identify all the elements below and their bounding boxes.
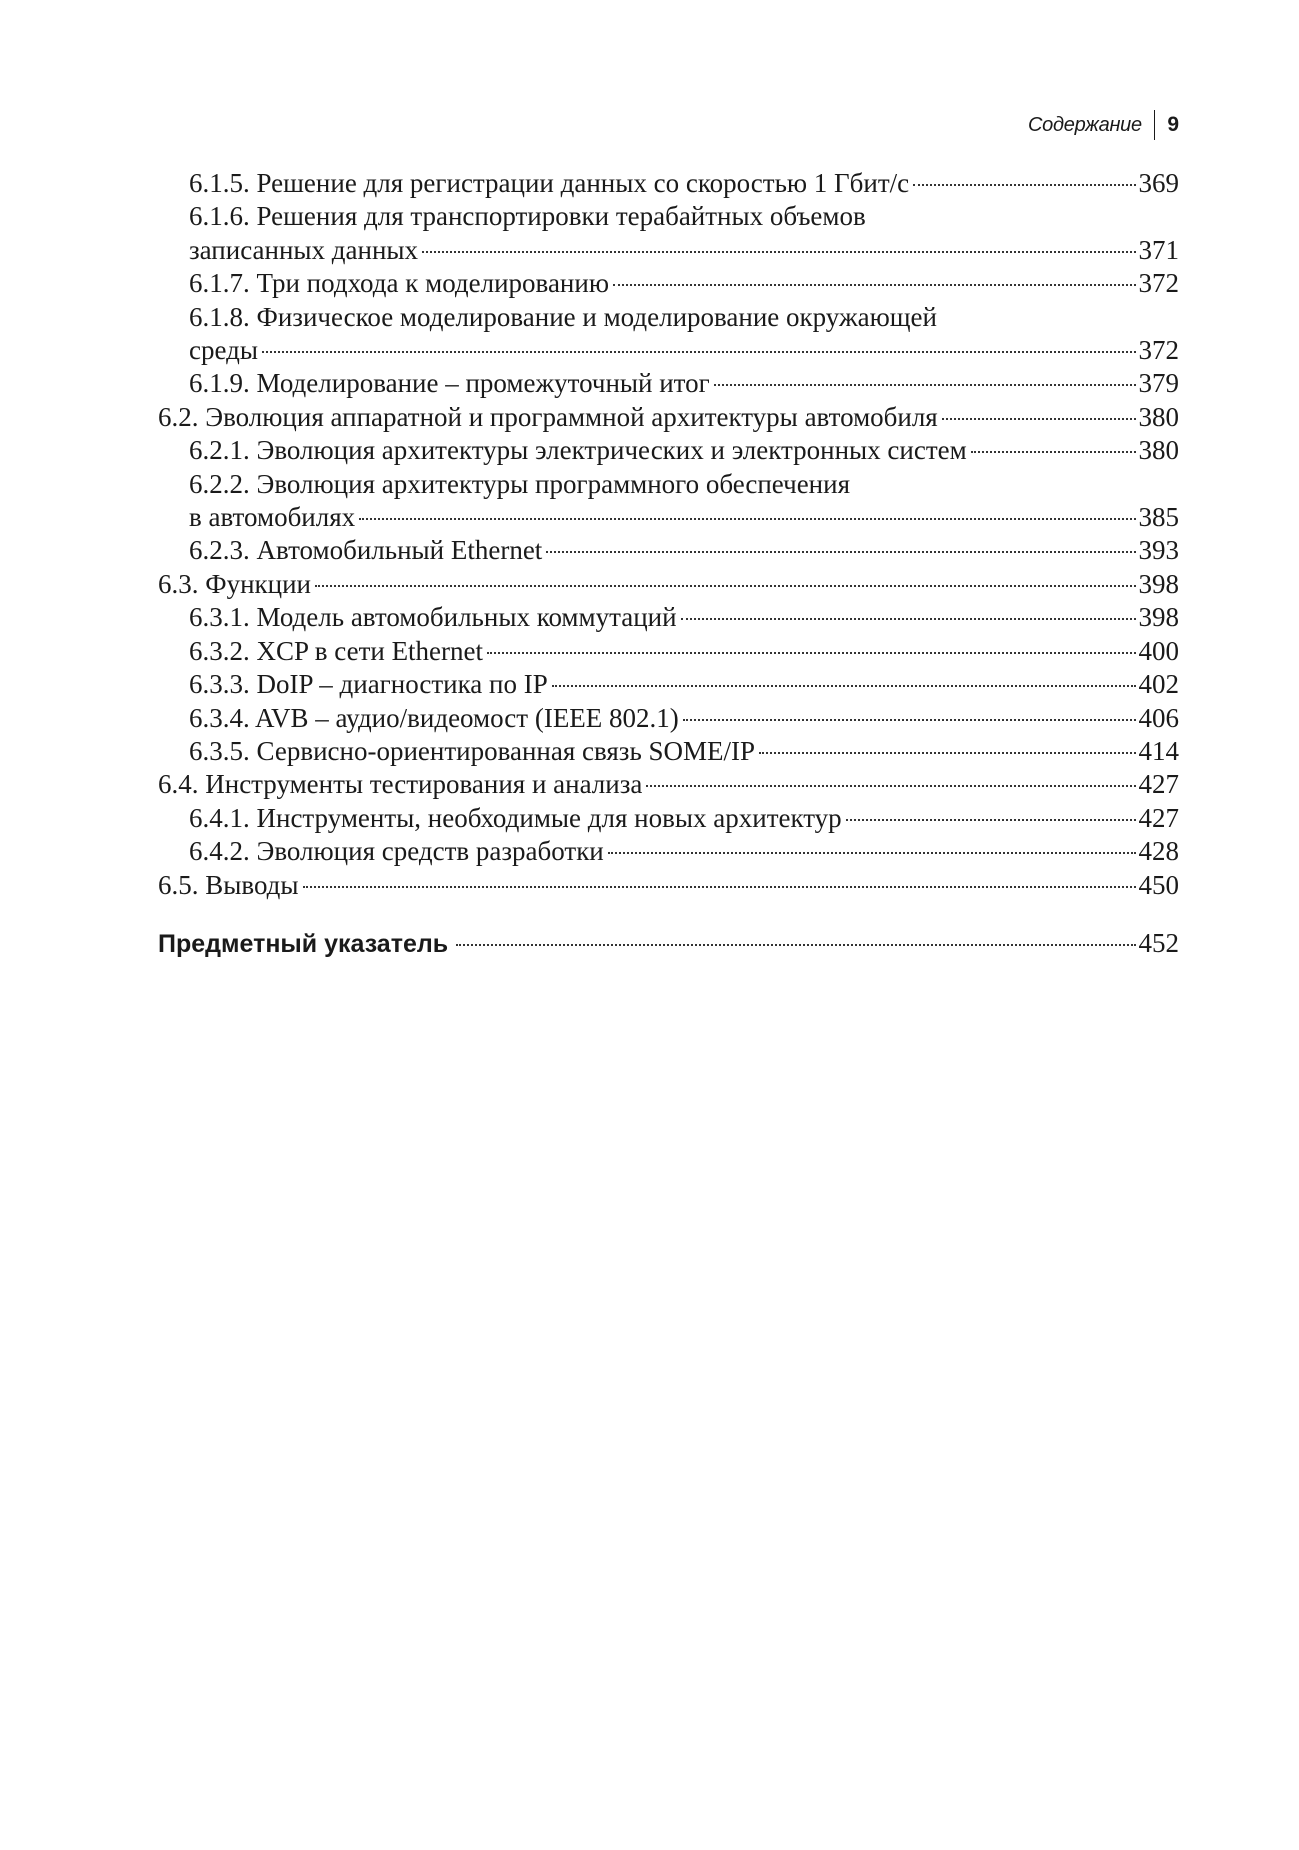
toc-entry-page: 427 (1138, 802, 1179, 833)
toc-entry-page: 369 (1138, 168, 1179, 198)
toc-entry[interactable] (158, 702, 1179, 735)
toc-entry-label: записанных данных (189, 234, 419, 265)
toc-entry-label: 6.1.7. Три подхода к моделированию (189, 268, 610, 299)
toc-dot-leader (422, 251, 1135, 253)
toc-entry-page: 372 (1138, 268, 1179, 299)
toc-entry[interactable] (158, 601, 1179, 634)
toc-entry-page: 414 (1138, 735, 1179, 766)
toc-entry-label: среды (189, 335, 258, 366)
toc-dot-leader (262, 351, 1136, 353)
running-head-section: Содержание (1028, 113, 1142, 136)
toc-entry-label: 6.2. Эволюция аппаратной и программной архитектуры автомобиля (158, 401, 938, 432)
toc-dot-leader (456, 944, 1135, 946)
toc-entry[interactable] (158, 635, 1179, 668)
toc-entry-label: 6.1.5. Решение для регистрации данных со скоростью 1 Гбит/с (189, 168, 910, 198)
toc-entry-page: 398 (1138, 568, 1179, 599)
toc-dot-leader (315, 585, 1136, 587)
toc-entry[interactable] (158, 434, 1179, 467)
toc-entry-page: 379 (1138, 368, 1179, 399)
toc-entry-label: 6.2.3. Автомобильный Ethernet (189, 535, 543, 566)
toc-entry-label: 6.3.5. Сервисно-ориентированная связь SOME/IP (189, 735, 756, 766)
toc-entry[interactable] (158, 167, 1179, 200)
toc-entry-page: 380 (1138, 401, 1179, 432)
table-of-contents (158, 167, 1179, 961)
toc-entry-label: 6.2.2. Эволюция архитектуры программного обеспечения (189, 468, 850, 499)
toc-entry-page: 402 (1138, 669, 1179, 700)
running-head-divider (1154, 110, 1156, 140)
toc-entry-label: 6.3.1. Модель автомобильных коммутаций (189, 602, 677, 633)
toc-dot-leader (303, 886, 1136, 888)
toc-entry-page: 428 (1138, 836, 1179, 867)
toc-entry-page: 398 (1138, 602, 1179, 633)
toc-dot-leader (646, 785, 1135, 787)
toc-entry-label: 6.3.4. AVB – аудио/видеомост (IEEE 802.1) (189, 702, 679, 733)
toc-dot-leader (613, 284, 1135, 286)
toc-entry[interactable] (158, 401, 1179, 434)
toc-dot-leader (546, 551, 1135, 553)
toc-dot-leader (608, 852, 1136, 854)
toc-entry[interactable] (158, 200, 1179, 267)
toc-entry-label: 6.3. Функции (158, 568, 311, 599)
toc-entry-label: 6.1.8. Физическое моделирование и моделирование окружающей (189, 301, 937, 332)
toc-entry-label: 6.3.3. DoIP – диагностика по IP (189, 669, 548, 700)
toc-entry[interactable] (158, 534, 1179, 567)
page-number: 9 (1167, 113, 1179, 136)
toc-entry-page: 450 (1138, 869, 1179, 900)
toc-entry-page: 393 (1138, 535, 1179, 566)
toc-entry[interactable] (158, 869, 1179, 902)
toc-entry-label: 6.4.1. Инструменты, необходимые для новых архитектур (189, 802, 842, 833)
toc-entry-label: 6.3.2. XCP в сети Ethernet (189, 635, 484, 666)
toc-entry-index[interactable] (158, 926, 1179, 961)
toc-entry-label: в автомобилях (189, 502, 356, 533)
toc-entry-page: 452 (1138, 927, 1179, 958)
toc-entry[interactable] (158, 668, 1179, 701)
toc-dot-leader (942, 418, 1136, 420)
toc-entry[interactable] (158, 802, 1179, 835)
toc-dot-leader (681, 618, 1136, 620)
toc-dot-leader (359, 518, 1135, 520)
toc-entry[interactable] (158, 835, 1179, 868)
toc-dot-leader (487, 652, 1135, 654)
toc-entry-page: 372 (1138, 335, 1179, 366)
toc-dot-leader (714, 384, 1136, 386)
toc-entry-page: 380 (1138, 435, 1179, 466)
toc-entry[interactable] (158, 568, 1179, 601)
toc-entry[interactable] (158, 768, 1179, 801)
toc-dot-leader (846, 819, 1136, 821)
toc-entry-label: 6.4. Инструменты тестирования и анализа (158, 769, 643, 800)
toc-dot-leader (759, 752, 1135, 754)
toc-entry-page: 385 (1138, 502, 1179, 533)
toc-entry-label: Предметный указатель (158, 929, 449, 958)
toc-entry[interactable] (158, 267, 1179, 300)
toc-entry-page: 371 (1138, 234, 1179, 265)
toc-entry[interactable] (158, 367, 1179, 400)
toc-entry-label: 6.1.9. Моделирование – промежуточный итог (189, 368, 710, 399)
toc-dot-leader (913, 184, 1135, 186)
toc-entry-label: 6.2.1. Эволюция архитектуры электрических и электронных систем (189, 435, 967, 466)
toc-dot-leader (971, 451, 1136, 453)
running-head (1028, 110, 1179, 140)
toc-entry-label: 6.4.2. Эволюция средств разработки (189, 836, 604, 867)
toc-entry-page: 400 (1138, 635, 1179, 666)
toc-entry[interactable] (158, 735, 1179, 768)
toc-dot-leader (552, 685, 1136, 687)
toc-entry[interactable] (158, 301, 1179, 368)
toc-entry-label: 6.1.6. Решения для транспортировки терабайтных объемов (189, 201, 866, 232)
toc-entry-page: 427 (1138, 769, 1179, 800)
toc-dot-leader (683, 719, 1136, 721)
toc-entry-page: 406 (1138, 702, 1179, 733)
toc-entry[interactable] (158, 468, 1179, 535)
toc-entry-label: 6.5. Выводы (158, 869, 299, 900)
